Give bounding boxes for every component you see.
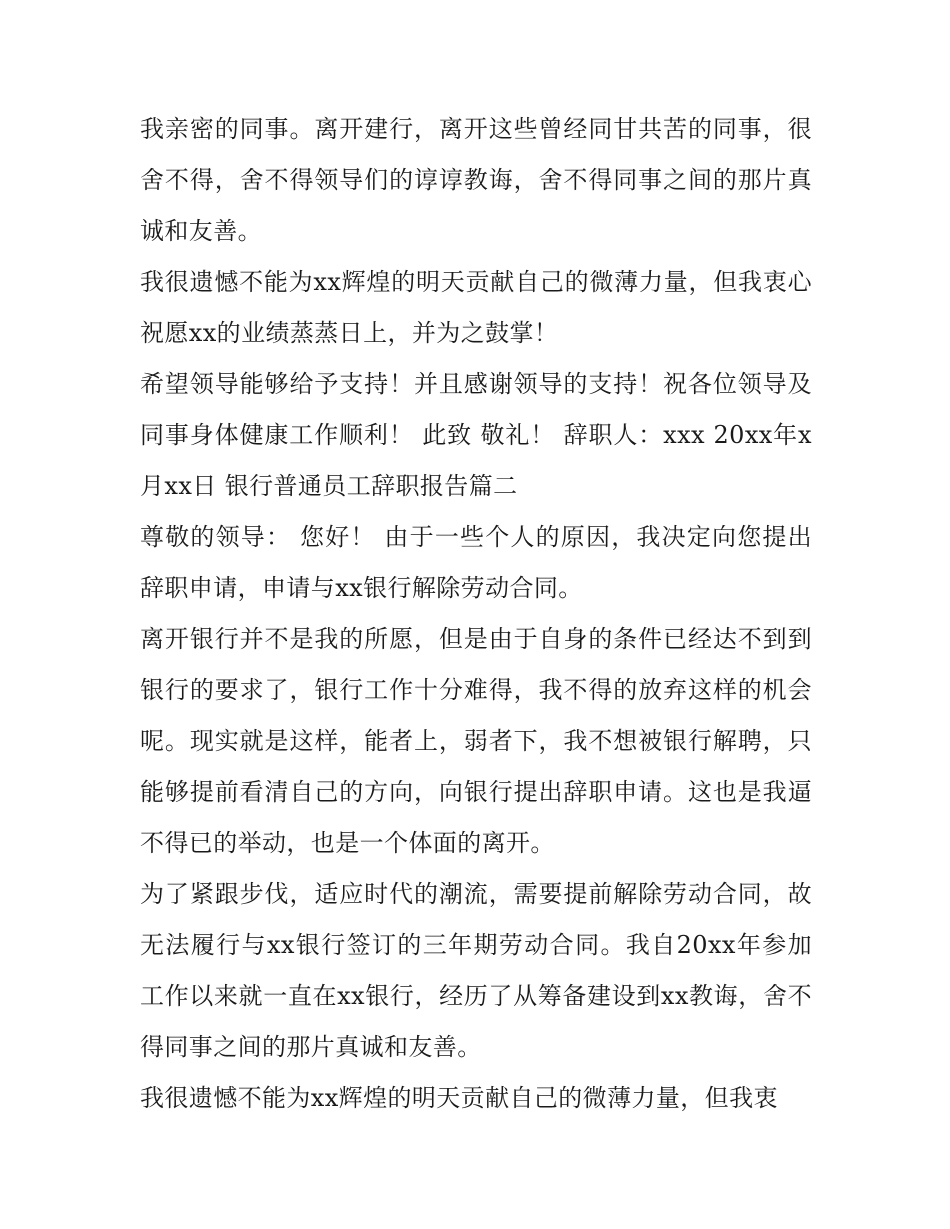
document-body	[140, 104, 812, 1124]
paragraph-1: 我亲密的同事。离开建行，离开这些曾经同甘共苦的同事，很舍不得，舍不得领导们的谆谆教诲，舍不得同事之间的那片真诚和友善。	[140, 115, 812, 245]
paragraph-4: 尊敬的领导： 您好！ 由于一些个人的原因，我决定向您提出辞职申请，申请与xx银行解除劳动合同。	[140, 523, 812, 602]
paragraph-6: 为了紧跟步伐，适应时代的潮流，需要提前解除劳动合同，故无法履行与xx银行签订的三年期劳动合同。我自20xx年参加工作以来就一直在xx银行，经历了从筹备建设到xx教诲，舍不得同事之间的那片真诚和友善。	[140, 880, 812, 1061]
paragraph-3: 希望领导能够给予支持！并且感谢领导的支持！祝各位领导及同事身体健康工作顺利！ 此致 敬礼！ 辞职人：xxx 20xx年x月xx日 银行普通员工辞职报告篇二	[140, 370, 812, 500]
paragraph-7: 我很遗憾不能为xx辉煌的明天贡献自己的微薄力量，但我衷	[140, 1084, 778, 1112]
paragraph-5: 离开银行并不是我的所愿，但是由于自身的条件已经达不到到银行的要求了，银行工作十分难得，我不得的放弃这样的机会呢。现实就是这样，能者上，弱者下，我不想被银行解聘，只能够提前看清自己的方向，向银行提出辞职申请。这也是我逼不得已的举动，也是一个体面的离开。	[140, 625, 812, 857]
paragraph-2: 我很遗憾不能为xx辉煌的明天贡献自己的微薄力量，但我衷心祝愿xx的业绩蒸蒸日上，并为之鼓掌！	[140, 268, 812, 347]
